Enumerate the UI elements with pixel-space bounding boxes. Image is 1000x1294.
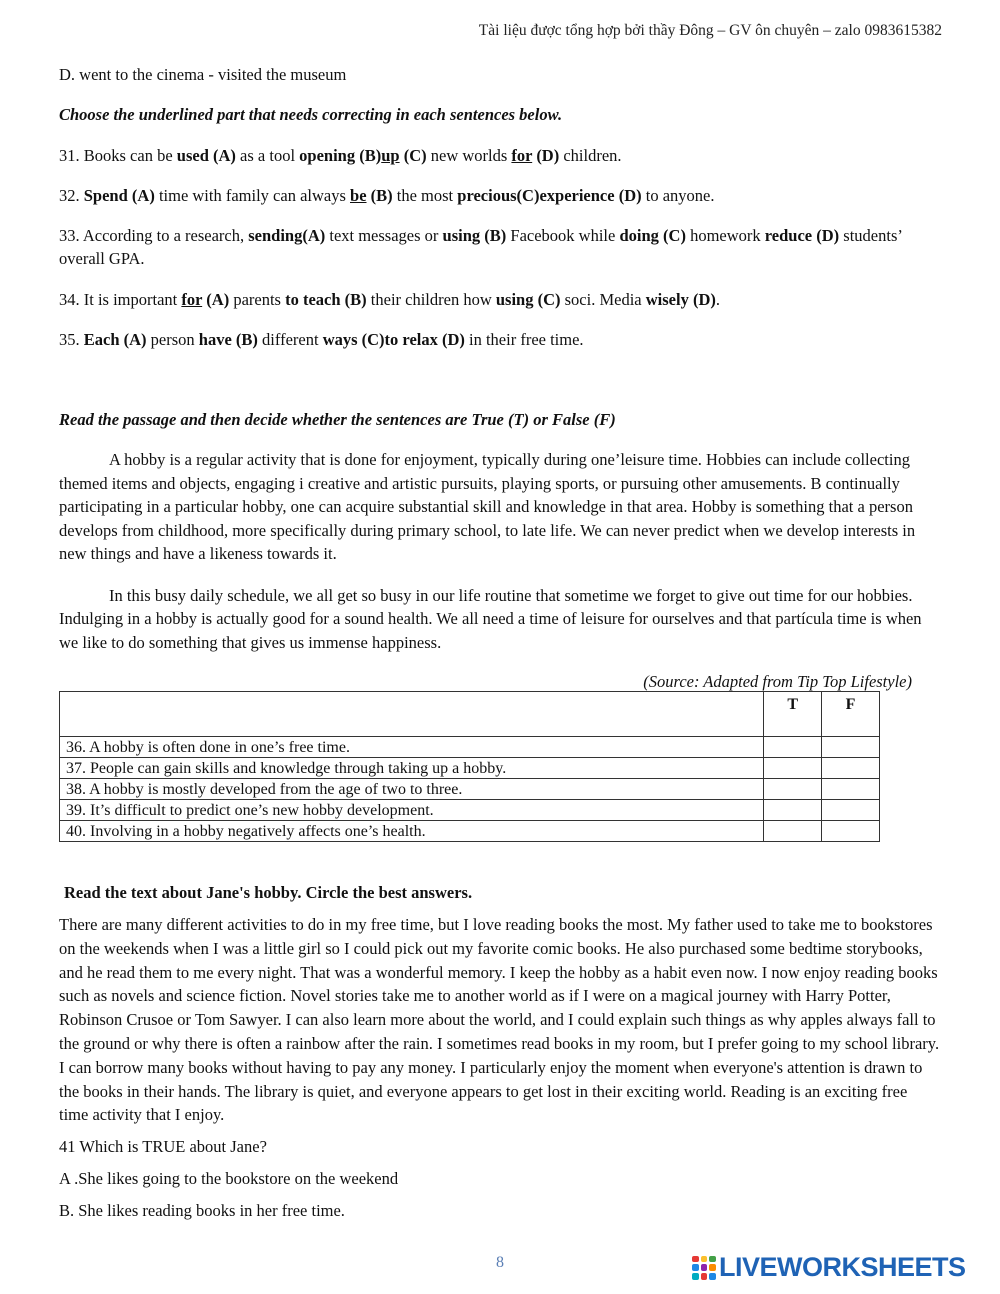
true-false-table [59, 691, 880, 842]
question-34: 34. It is important for (A) parents to teach (B) their children how using (C) soci. Media wisely (D). [59, 290, 720, 309]
page-header: Tài liệu được tổng hợp bởi thầy Đông – GV ôn chuyên – zalo 0983615382 [478, 22, 942, 39]
answer-cell-true[interactable] [764, 737, 822, 758]
question-31: 31. Books can be used (A) as a tool opening (B)up (C) new worlds for (D) children. [59, 146, 622, 165]
answer-cell-true[interactable] [764, 800, 822, 821]
statement-38: 38. A hobby is mostly developed from the age of two to three. [60, 779, 764, 800]
passage-paragraph-1: A hobby is a regular activity that is done for enjoyment, typically during one’leisure time. Hobbies can include collecting themed items and objects, engaging i creative and artistic pursuits, playing sports, or pursuing other amusements. B continually participating in a particular hobby, one can acquire substantial skill and knowledge in that area. Hobby is something that a person develops from childhood, more specifically during primary school, to late life. We can never predict when we develop interests in new things and have a likeness towards it. [59, 450, 916, 563]
table-row [60, 821, 880, 842]
column-false-header: F [822, 692, 880, 737]
liveworksheets-logo-icon [692, 1256, 716, 1280]
option-b[interactable]: B. She likes reading books in her free time. [59, 1201, 345, 1220]
answer-cell-false[interactable] [822, 737, 880, 758]
table-row [60, 800, 880, 821]
column-true-header: T [764, 692, 822, 737]
answer-cell-true[interactable] [764, 758, 822, 779]
answer-cell-true[interactable] [764, 821, 822, 842]
page-number: 8 [496, 1254, 504, 1271]
table-row [60, 779, 880, 800]
passage-source: (Source: Adapted from Tip Top Lifestyle) [643, 672, 912, 691]
question-32: 32. Spend (A) time with family can always be (B) the most precious(C)experience (D) to anyone. [59, 186, 715, 205]
liveworksheets-logo-text: LIVEWORKSHEETS [719, 1252, 966, 1282]
question-41: 41 Which is TRUE about Jane? [59, 1137, 267, 1156]
question-35: 35. Each (A) person have (B) different ways (C)to relax (D) in their free time. [59, 330, 584, 349]
passage-hobby [59, 448, 940, 654]
statement-37: 37. People can gain skills and knowledge through taking up a hobby. [60, 758, 764, 779]
answer-cell-false[interactable] [822, 779, 880, 800]
section1-instruction: Choose the underlined part that needs correcting in each sentences below. [59, 105, 563, 124]
statement-39: 39. It’s difficult to predict one’s new hobby development. [60, 800, 764, 821]
table-header-row [60, 692, 880, 737]
liveworksheets-logo [692, 1252, 966, 1283]
statement-40: 40. Involving in a hobby negatively affects one’s health. [60, 821, 764, 842]
section2-instruction: Read the passage and then decide whether the sentences are True (T) or False (F) [59, 410, 616, 429]
question-33: 33. According to a research, sending(A) text messages or using (B) Facebook while doing (C) homework reduce (D) students’ overall GPA. [59, 226, 902, 268]
answer-cell-false[interactable] [822, 821, 880, 842]
answer-cell-false[interactable] [822, 758, 880, 779]
passage-paragraph-2: In this busy daily schedule, we all get so busy in our life routine that sometime we forget to give out time for our hobbies. Indulging in a hobby is actually good for a sound health. We all need a time of leisure for ourselves and that partícula time is when we like to do something that gives us immense happiness. [59, 585, 922, 652]
section3-instruction: Read the text about Jane's hobby. Circle the best answers. [64, 883, 473, 902]
passage-jane-hobby: There are many different activities to do in my free time, but I love reading books the most. My father used to take me to bookstores on the weekends when I was a little girl so I could pick out my favorite comic books. He also purchased some bedtime storybooks, and he read them to me every night. That was a wonderful memory. I keep the hobby as a habit even now. I now enjoy reading books such as novels and science fiction. Novel stories take me to another world as if I were on a magical journey with Harry Potter, Robinson Crusoe or Tom Sawyer. I can also learn more about the world, and I could explain such things as why apples always fall to the ground or why there is often a rainbow after the rain. I sometimes read books in my room, but I prefer going to my school library. I can borrow many books without having to pay any money. I particularly enjoy the moment when everyone's attention is drawn to the books in their hands. The library is quiet, and everyone appears to get lost in their exciting world. Reading is an exciting free time activity that I enjoy. [59, 915, 940, 1125]
table-row [60, 737, 880, 758]
option-d-text: D. went to the cinema - visited the museum [59, 65, 347, 84]
statement-36: 36. A hobby is often done in one’s free time. [60, 737, 764, 758]
table-header-blank [60, 692, 764, 737]
answer-cell-false[interactable] [822, 800, 880, 821]
table-row [60, 758, 880, 779]
answer-cell-true[interactable] [764, 779, 822, 800]
option-a[interactable]: A .She likes going to the bookstore on the weekend [59, 1169, 399, 1188]
